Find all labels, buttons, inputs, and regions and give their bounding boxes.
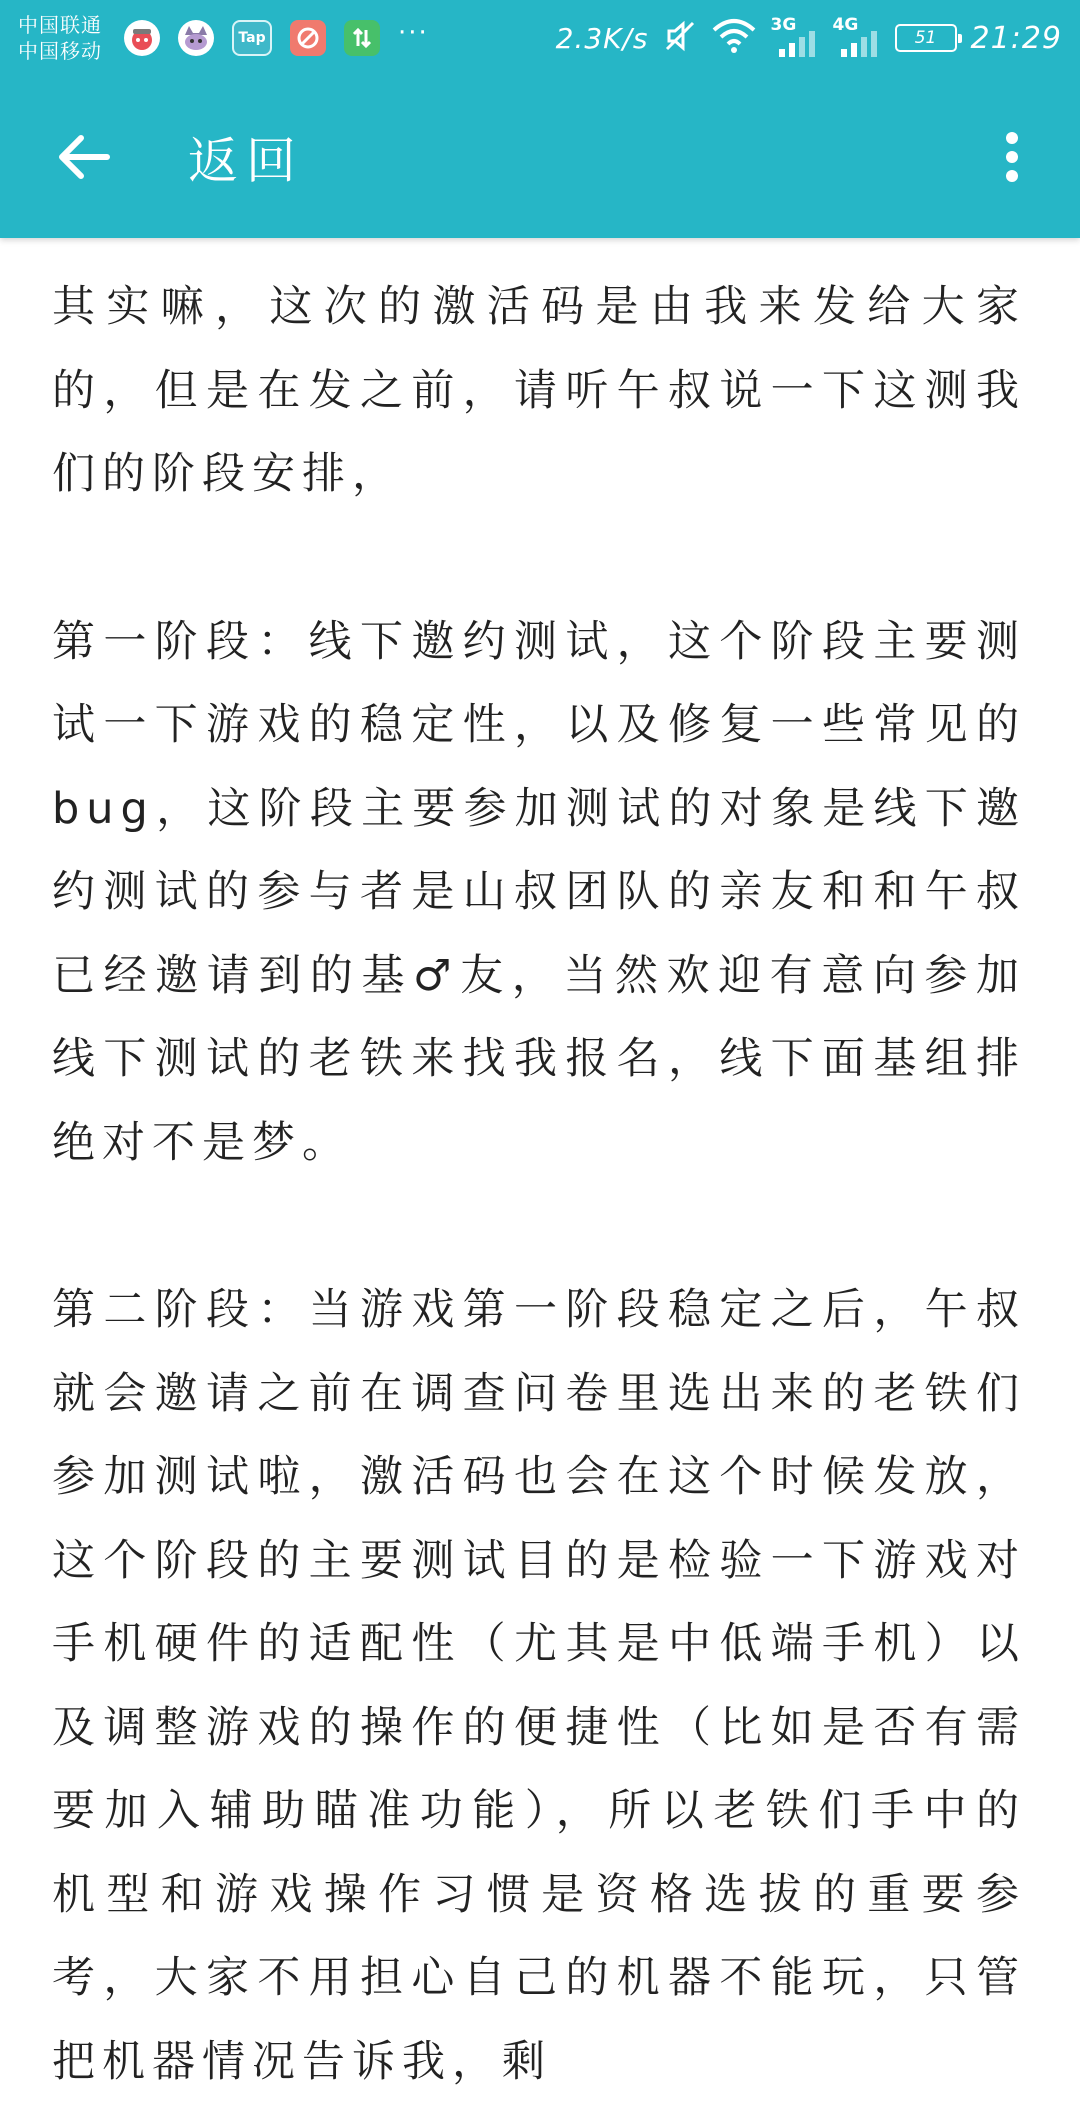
article-body[interactable]: [0, 238, 1080, 2087]
clock: 21:29: [970, 20, 1062, 56]
wifi-icon: [711, 18, 757, 58]
signal-3g-icon: [771, 15, 819, 61]
status-indicators: [556, 15, 1062, 61]
header: [0, 0, 1080, 238]
more-notifications-icon: ···: [398, 18, 429, 48]
signal-4g-label: 4G: [832, 15, 859, 35]
status-bar: [0, 0, 1080, 76]
back-button[interactable]: [28, 101, 140, 213]
signal-4g-icon: [833, 15, 881, 61]
article-paragraph-stage-2: 第二阶段：当游戏第一阶段稳定之后，午叔就会邀请之前在调查问卷里选出来的老铁们参加测试啦，激活码也会在这个时候发放，这个阶段的主要测试目的是检验一下游戏对手机硬件的适配性（尤其是中低端手机）以及调整游戏的操作的便捷性（比如是否有需要加入辅助瞄准功能），所以老铁们手中的机型和游戏操作习惯是资格选拔的重要参考，大家不用担心自己的机器不能玩，只管把机器情况告诉我，剩: [52, 1285, 1026, 2087]
carrier-1: 中国联通: [18, 13, 102, 37]
article-paragraph-intro: 其实嘛，这次的激活码是由我来发给大家的，但是在发之前，请听午叔说一下这测我们的阶段安排，: [52, 282, 1026, 499]
more-vert-icon: [1004, 131, 1020, 183]
signal-3g-label: 3G: [770, 15, 797, 35]
overflow-menu-button[interactable]: [972, 101, 1052, 213]
net-speed: 2.3K/s: [555, 21, 649, 55]
green-app-icon: [344, 20, 380, 56]
app-icon-2: [178, 20, 214, 56]
battery-level: 51: [914, 28, 937, 48]
page-title: 返回: [188, 132, 304, 190]
app-bar: [0, 76, 1080, 238]
red-app-icon: [290, 20, 326, 56]
tap-icon: Tap: [232, 20, 272, 56]
arrow-left-icon: [57, 133, 111, 181]
carrier-2: 中国移动: [18, 39, 102, 63]
article-paragraph-stage-1: 第一阶段：线下邀约测试，这个阶段主要测试一下游戏的稳定性，以及修复一些常见的bug，这阶段主要参加测试的对象是线下邀约测试的参与者是山叔团队的亲友和和午叔已经邀请到的基♂友，当然欢迎有意向参加线下测试的老铁来找我报名，线下面基组排绝对不是梦。: [52, 616, 1026, 1168]
carrier-info: [18, 12, 102, 64]
notification-icons: [124, 20, 429, 56]
mute-icon: [663, 19, 697, 57]
battery-icon: [895, 24, 957, 52]
app-icon-1: [124, 20, 160, 56]
